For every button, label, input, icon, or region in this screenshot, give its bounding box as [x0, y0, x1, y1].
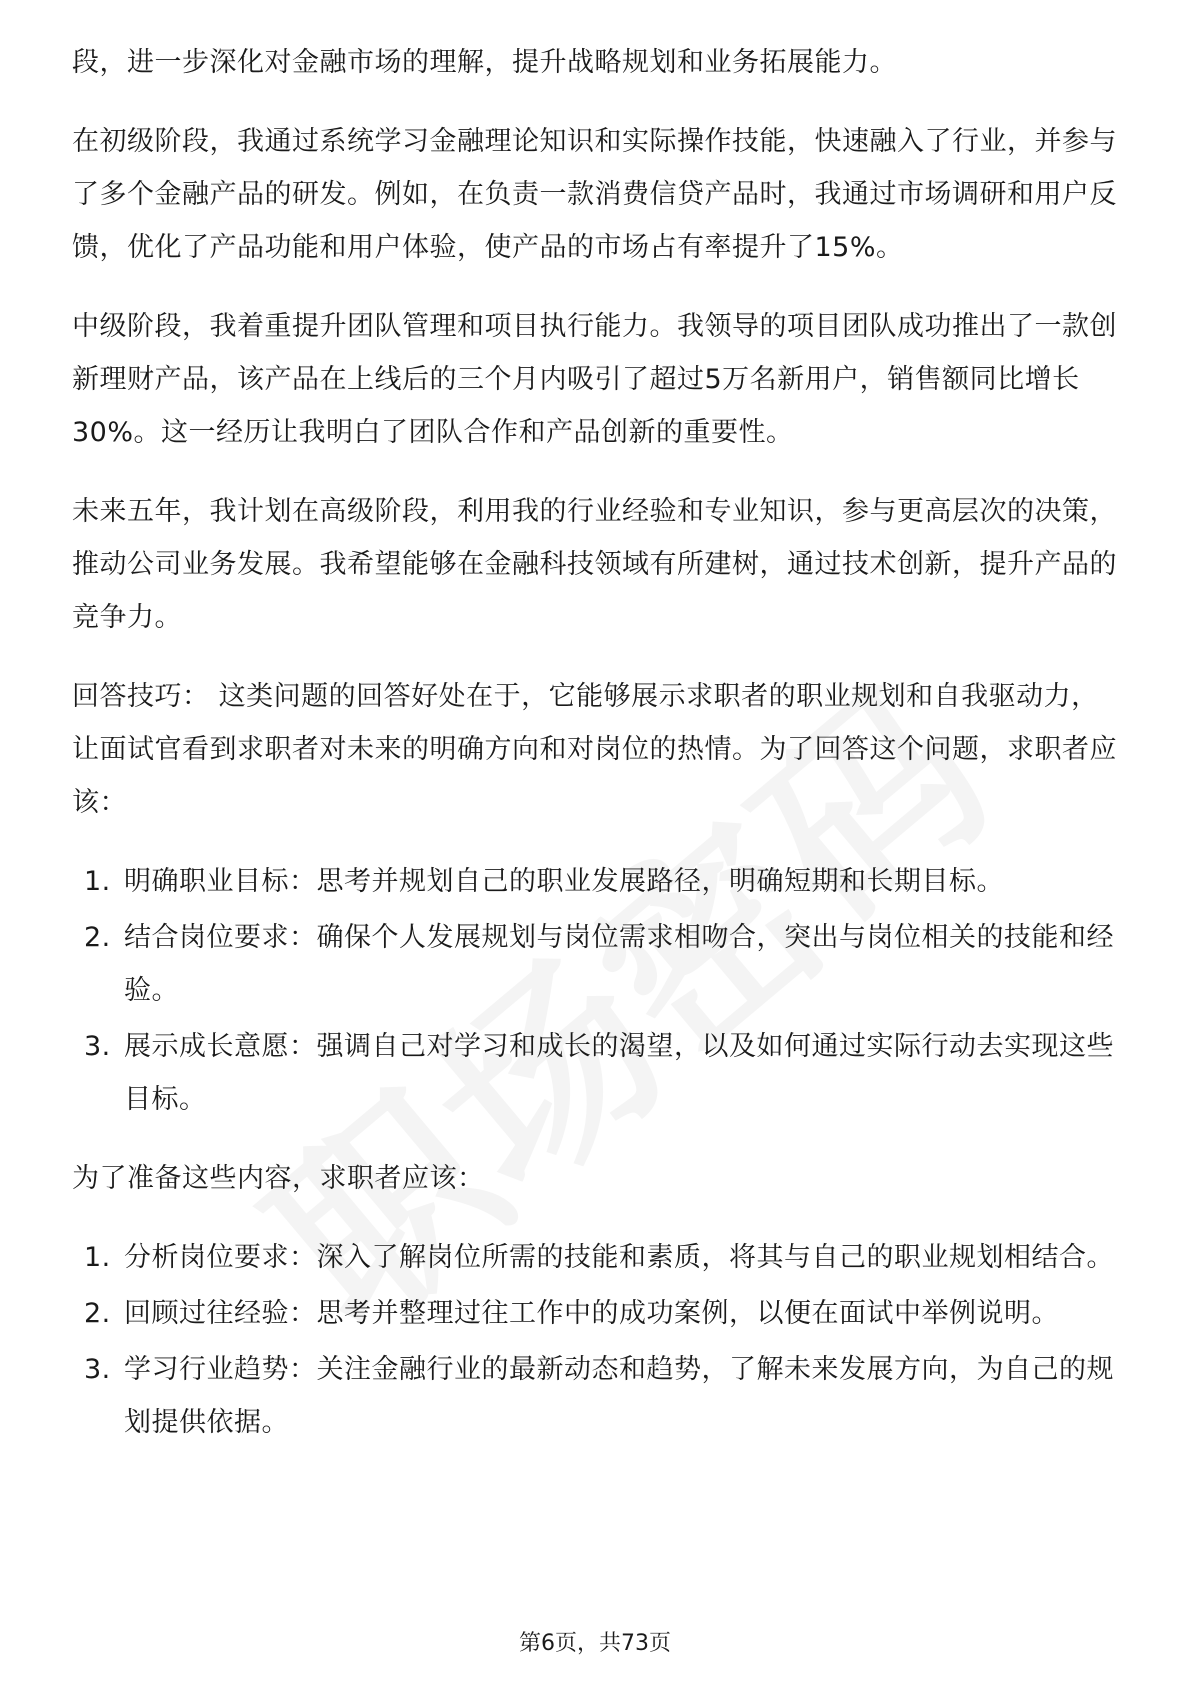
document-page — [72, 36, 1122, 1475]
paragraph-junior-stage: 在初级阶段，我通过系统学习金融理论知识和实际操作技能，快速融入了行业，并参与了多个金融产品的研发。例如，在负责一款消费信贷产品时，我通过市场调研和用户反馈，优化了产品功能和用户体验，使产品的市场占有率提升了15%。 — [72, 126, 1117, 263]
list-number: 3. — [84, 1031, 111, 1062]
list-item — [72, 911, 1122, 1017]
paragraph-middle-stage: 中级阶段，我着重提升团队管理和项目执行能力。我领导的项目团队成功推出了一款创新理财产品，该产品在上线后的三个月内吸引了超过5万名新用户，销售额同比增长30%。这一经历让我明白了团队合作和产品创新的重要性。 — [72, 311, 1117, 448]
list-number: 1. — [84, 866, 111, 897]
list-text: 明确职业目标：思考并规划自己的职业发展路径，明确短期和长期目标。 — [124, 866, 1004, 897]
page-footer: 第6页，共73页 — [519, 1631, 671, 1656]
answer-list — [72, 855, 1122, 1126]
list-number: 2. — [84, 1298, 111, 1329]
list-text: 展示成长意愿：强调自己对学习和成长的渴望，以及如何通过实际行动去实现这些目标。 — [124, 1031, 1114, 1115]
list-item — [72, 1343, 1122, 1449]
paragraph-future-plan: 未来五年，我计划在高级阶段，利用我的行业经验和专业知识，参与更高层次的决策，推动公司业务发展。我希望能够在金融科技领域有所建树，通过技术创新，提升产品的竞争力。 — [72, 496, 1117, 633]
paragraph-continuation: 段，进一步深化对金融市场的理解，提升战略规划和业务拓展能力。 — [72, 47, 897, 78]
list-number: 3. — [84, 1354, 111, 1385]
list-item — [72, 1287, 1122, 1340]
list-number: 1. — [84, 1242, 111, 1273]
list-text: 回顾过往经验：思考并整理过往工作中的成功案例，以便在面试中举例说明。 — [124, 1298, 1059, 1329]
prep-list — [72, 1231, 1122, 1449]
list-number: 2. — [84, 922, 111, 953]
list-item — [72, 855, 1122, 908]
list-item — [72, 1231, 1122, 1284]
list-text: 结合岗位要求：确保个人发展规划与岗位需求相吻合，突出与岗位相关的技能和经验。 — [124, 922, 1114, 1006]
list-text: 学习行业趋势：关注金融行业的最新动态和趋势，了解未来发展方向，为自己的规划提供依据。 — [124, 1354, 1114, 1438]
list-text: 分析岗位要求：深入了解岗位所需的技能和素质，将其与自己的职业规划相结合。 — [124, 1242, 1114, 1273]
paragraph-prep-intro: 为了准备这些内容，求职者应该： — [72, 1163, 485, 1194]
list-item — [72, 1020, 1122, 1126]
paragraph-answer-tips: 回答技巧： 这类问题的回答好处在于，它能够展示求职者的职业规划和自我驱动力，让面试官看到求职者对未来的明确方向和对岗位的热情。为了回答这个问题，求职者应该： — [72, 681, 1117, 818]
